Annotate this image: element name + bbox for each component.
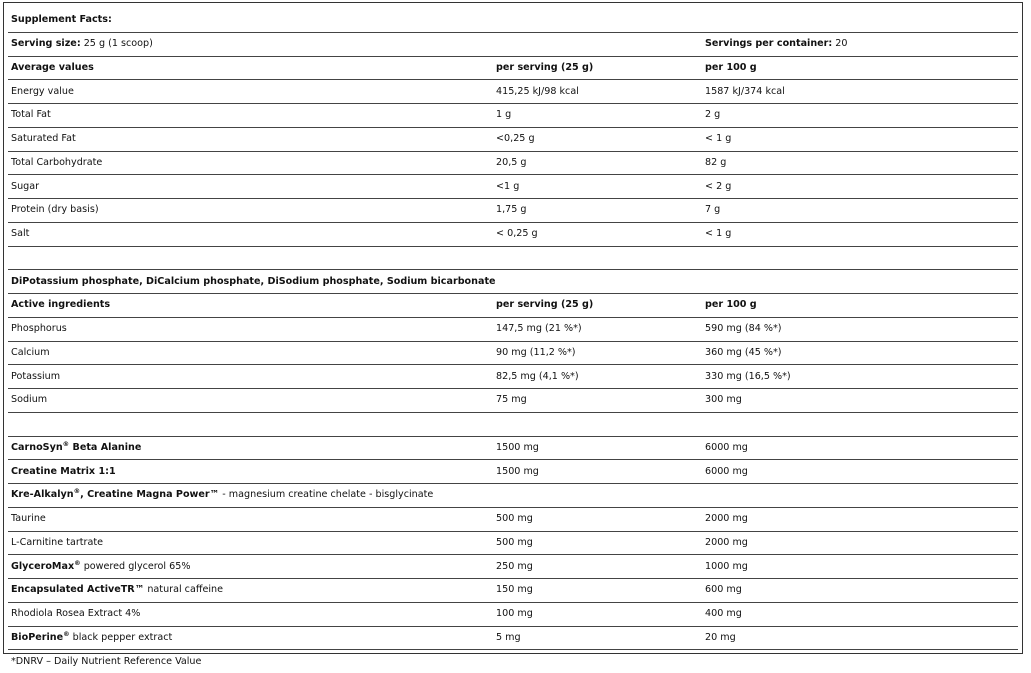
ingredient-name: Kre-Alkalyn®, Creatine Magna Power™ - magnesium creatine chelate - bisglycinate bbox=[8, 484, 1018, 508]
servings-per-container: Servings per container: 20 bbox=[702, 32, 1018, 56]
table-row: Taurine 500 mg 2000 mg bbox=[8, 507, 1018, 531]
table-row: BioPerine® black pepper extract 5 mg 20 mg bbox=[8, 626, 1018, 650]
table-row: Sugar <1 g < 2 g bbox=[8, 175, 1018, 199]
table-row: Potassium 82,5 mg (4,1 %*) 330 mg (16,5 %*) bbox=[8, 365, 1018, 389]
table-row: Calcium 90 mg (11,2 %*) 360 mg (45 %*) bbox=[8, 341, 1018, 365]
column-header: per serving (25 g) bbox=[493, 294, 702, 318]
table-row: Protein (dry basis) 1,75 g 7 g bbox=[8, 199, 1018, 223]
table-row: Creatine Matrix 1:1 1500 mg 6000 mg bbox=[8, 460, 1018, 484]
title-row bbox=[8, 9, 1018, 32]
ingredient-name: Taurine bbox=[8, 507, 493, 531]
ingredient-name: Encapsulated ActiveTR™ natural caffeine bbox=[8, 579, 493, 603]
table-row bbox=[8, 484, 1018, 508]
supplement-facts-table bbox=[8, 9, 1018, 673]
table-row: Sodium 75 mg 300 mg bbox=[8, 389, 1018, 413]
column-header: per 100 g bbox=[702, 56, 1018, 80]
ingredient-name: L-Carnitine tartrate bbox=[8, 531, 493, 555]
active-header-row bbox=[8, 294, 1018, 318]
ingredient-name: Rhodiola Rosea Extract 4% bbox=[8, 602, 493, 626]
table-row: Total Carbohydrate 20,5 g 82 g bbox=[8, 151, 1018, 175]
minerals-row bbox=[8, 270, 1018, 294]
ingredient-name: CarnoSyn® Beta Alanine bbox=[8, 436, 493, 460]
table-row: Rhodiola Rosea Extract 4% 100 mg 400 mg bbox=[8, 602, 1018, 626]
footnote: *DNRV – Daily Nutrient Reference Value bbox=[11, 655, 202, 667]
minerals-note: DiPotassium phosphate, DiCalcium phosphate, DiSodium phosphate, Sodium bicarbonate bbox=[8, 270, 1018, 294]
table-row: GlyceroMax® powered glycerol 65% 250 mg 1000 mg bbox=[8, 555, 1018, 579]
table-row: Encapsulated ActiveTR™ natural caffeine 150 mg 600 mg bbox=[8, 579, 1018, 603]
ingredient-name: GlyceroMax® powered glycerol 65% bbox=[8, 555, 493, 579]
table-row: Total Fat 1 g 2 g bbox=[8, 104, 1018, 128]
table-row: Salt < 0,25 g < 1 g bbox=[8, 222, 1018, 246]
column-header: Average values bbox=[8, 56, 493, 80]
table-title: Supplement Facts: bbox=[8, 9, 1018, 32]
ingredient-name: Creatine Matrix 1:1 bbox=[8, 460, 493, 484]
ingredient-name: BioPerine® black pepper extract bbox=[8, 626, 493, 650]
table-row: Phosphorus 147,5 mg (21 %*) 590 mg (84 %*) bbox=[8, 317, 1018, 341]
table-row: L-Carnitine tartrate 500 mg 2000 mg bbox=[8, 531, 1018, 555]
column-header: per 100 g bbox=[702, 294, 1018, 318]
table-row: Energy value 415,25 kJ/98 kcal 1587 kJ/374 kcal bbox=[8, 80, 1018, 104]
table-row: CarnoSyn® Beta Alanine 1500 mg 6000 mg bbox=[8, 436, 1018, 460]
table-row: Saturated Fat <0,25 g < 1 g bbox=[8, 127, 1018, 151]
serving-row bbox=[8, 32, 1018, 56]
average-header-row bbox=[8, 56, 1018, 80]
footnote-row bbox=[8, 650, 1018, 673]
column-header: per serving (25 g) bbox=[493, 56, 702, 80]
serving-size: Serving size: 25 g (1 scoop) bbox=[8, 32, 702, 56]
spacer-row bbox=[8, 246, 1018, 270]
column-header: Active ingredients bbox=[8, 294, 493, 318]
spacer-row bbox=[8, 412, 1018, 436]
